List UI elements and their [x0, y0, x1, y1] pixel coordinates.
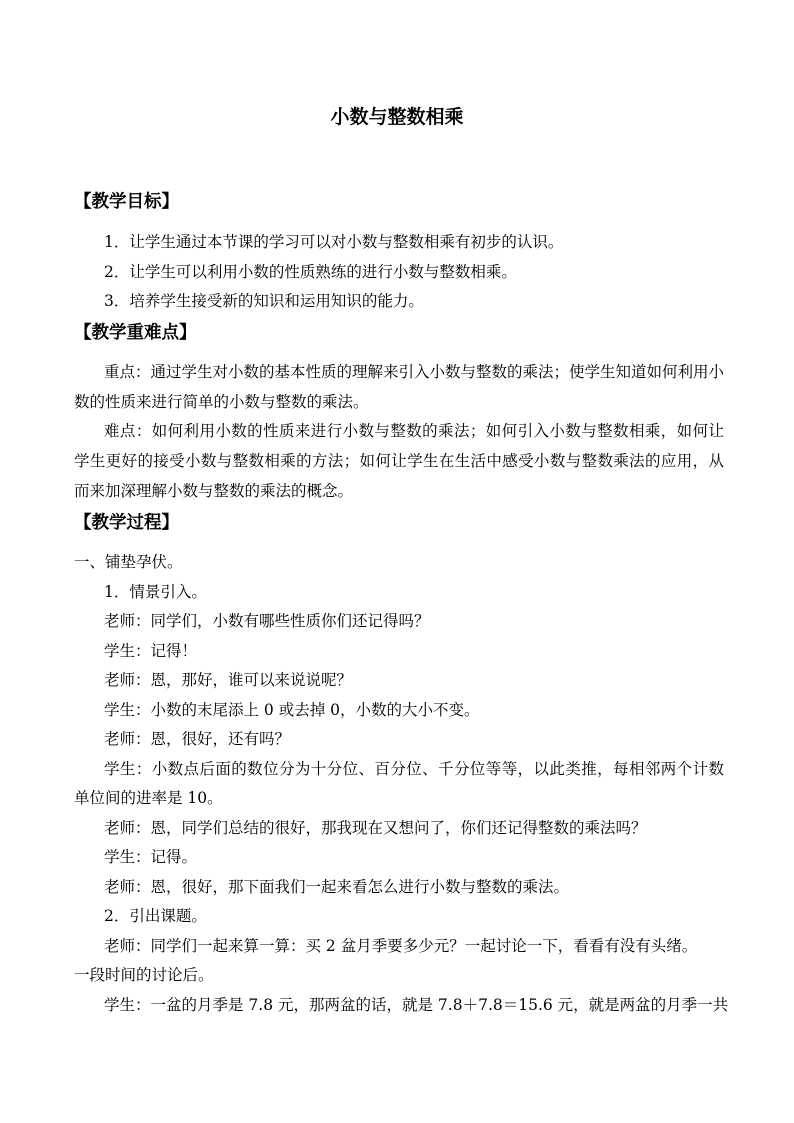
process-line: 学生：一盆的月季是 7.8 元，那两盆的话，就是 7.8＋7.8＝15.6 元，就是两盆的月季一共 — [104, 996, 729, 1014]
section-heading-process: 【教学过程】 — [74, 513, 179, 533]
key-points-line-5: 而来加深理解小数与整数的乘法的概念。 — [74, 482, 354, 500]
process-line: 老师：恩，那好，谁可以来说说呢？ — [104, 671, 353, 689]
process-line: 学生：记得。 — [104, 848, 198, 866]
process-line: 一、铺垫孕伏。 — [74, 553, 183, 571]
process-line: 老师：恩，很好，那下面我们一起来看怎么进行小数与整数的乘法。 — [104, 878, 570, 896]
key-points-line-1: 重点：通过学生对小数的基本性质的理解来引入小数与整数的乘法；使学生知道如何利用小 — [104, 363, 725, 381]
process-line: 学生：小数点后面的数位分为十分位、百分位、千分位等等，以此类推，每相邻两个计数 — [104, 760, 724, 778]
goal-item-1: 1．让学生通过本节课的学习可以对小数与整数相乘有初步的认识。 — [104, 233, 564, 251]
key-points-line-4: 学生更好的接受小数与整数相乘的方法；如何让学生在生活中感受小数与整数乘法的应用，从 — [74, 452, 724, 470]
key-points-line-2: 数的性质来进行简单的小数与整数的乘法。 — [74, 393, 369, 411]
process-line: 1．情景引入。 — [104, 583, 207, 601]
goal-item-3: 3．培养学生接受新的知识和运用知识的能力。 — [104, 292, 424, 310]
process-line: 老师：同学们一起来算一算：买 2 盆月季要多少元？一起讨论一下，看看有没有头绪。 — [104, 937, 698, 955]
section-heading-goals: 【教学目标】 — [74, 192, 179, 212]
key-points-line-3: 难点：如何利用小数的性质来进行小数与整数的乘法；如何引入小数与整数相乘，如何让 — [104, 422, 724, 440]
process-line: 老师：恩，同学们总结的很好，那我现在又想问了，你们还记得整数的乘法吗？ — [104, 819, 647, 837]
process-line: 学生：小数的末尾添上 0 或去掉 0，小数的大小不变。 — [104, 701, 480, 719]
process-line: 学生：记得！ — [104, 642, 198, 660]
process-line: 老师：恩，很好，还有吗？ — [104, 730, 291, 748]
process-line: 单位间的进率是 10。 — [74, 789, 223, 807]
process-line: 一段时间的讨论后。 — [74, 966, 214, 984]
section-heading-key-points: 【教学重难点】 — [74, 323, 197, 343]
process-line: 老师：同学们，小数有哪些性质你们还记得吗？ — [104, 612, 430, 630]
page-title: 小数与整数相乘 — [330, 106, 464, 128]
process-line: 2．引出课题。 — [104, 907, 207, 925]
goal-item-2: 2．让学生可以利用小数的性质熟练的进行小数与整数相乘。 — [104, 263, 517, 281]
